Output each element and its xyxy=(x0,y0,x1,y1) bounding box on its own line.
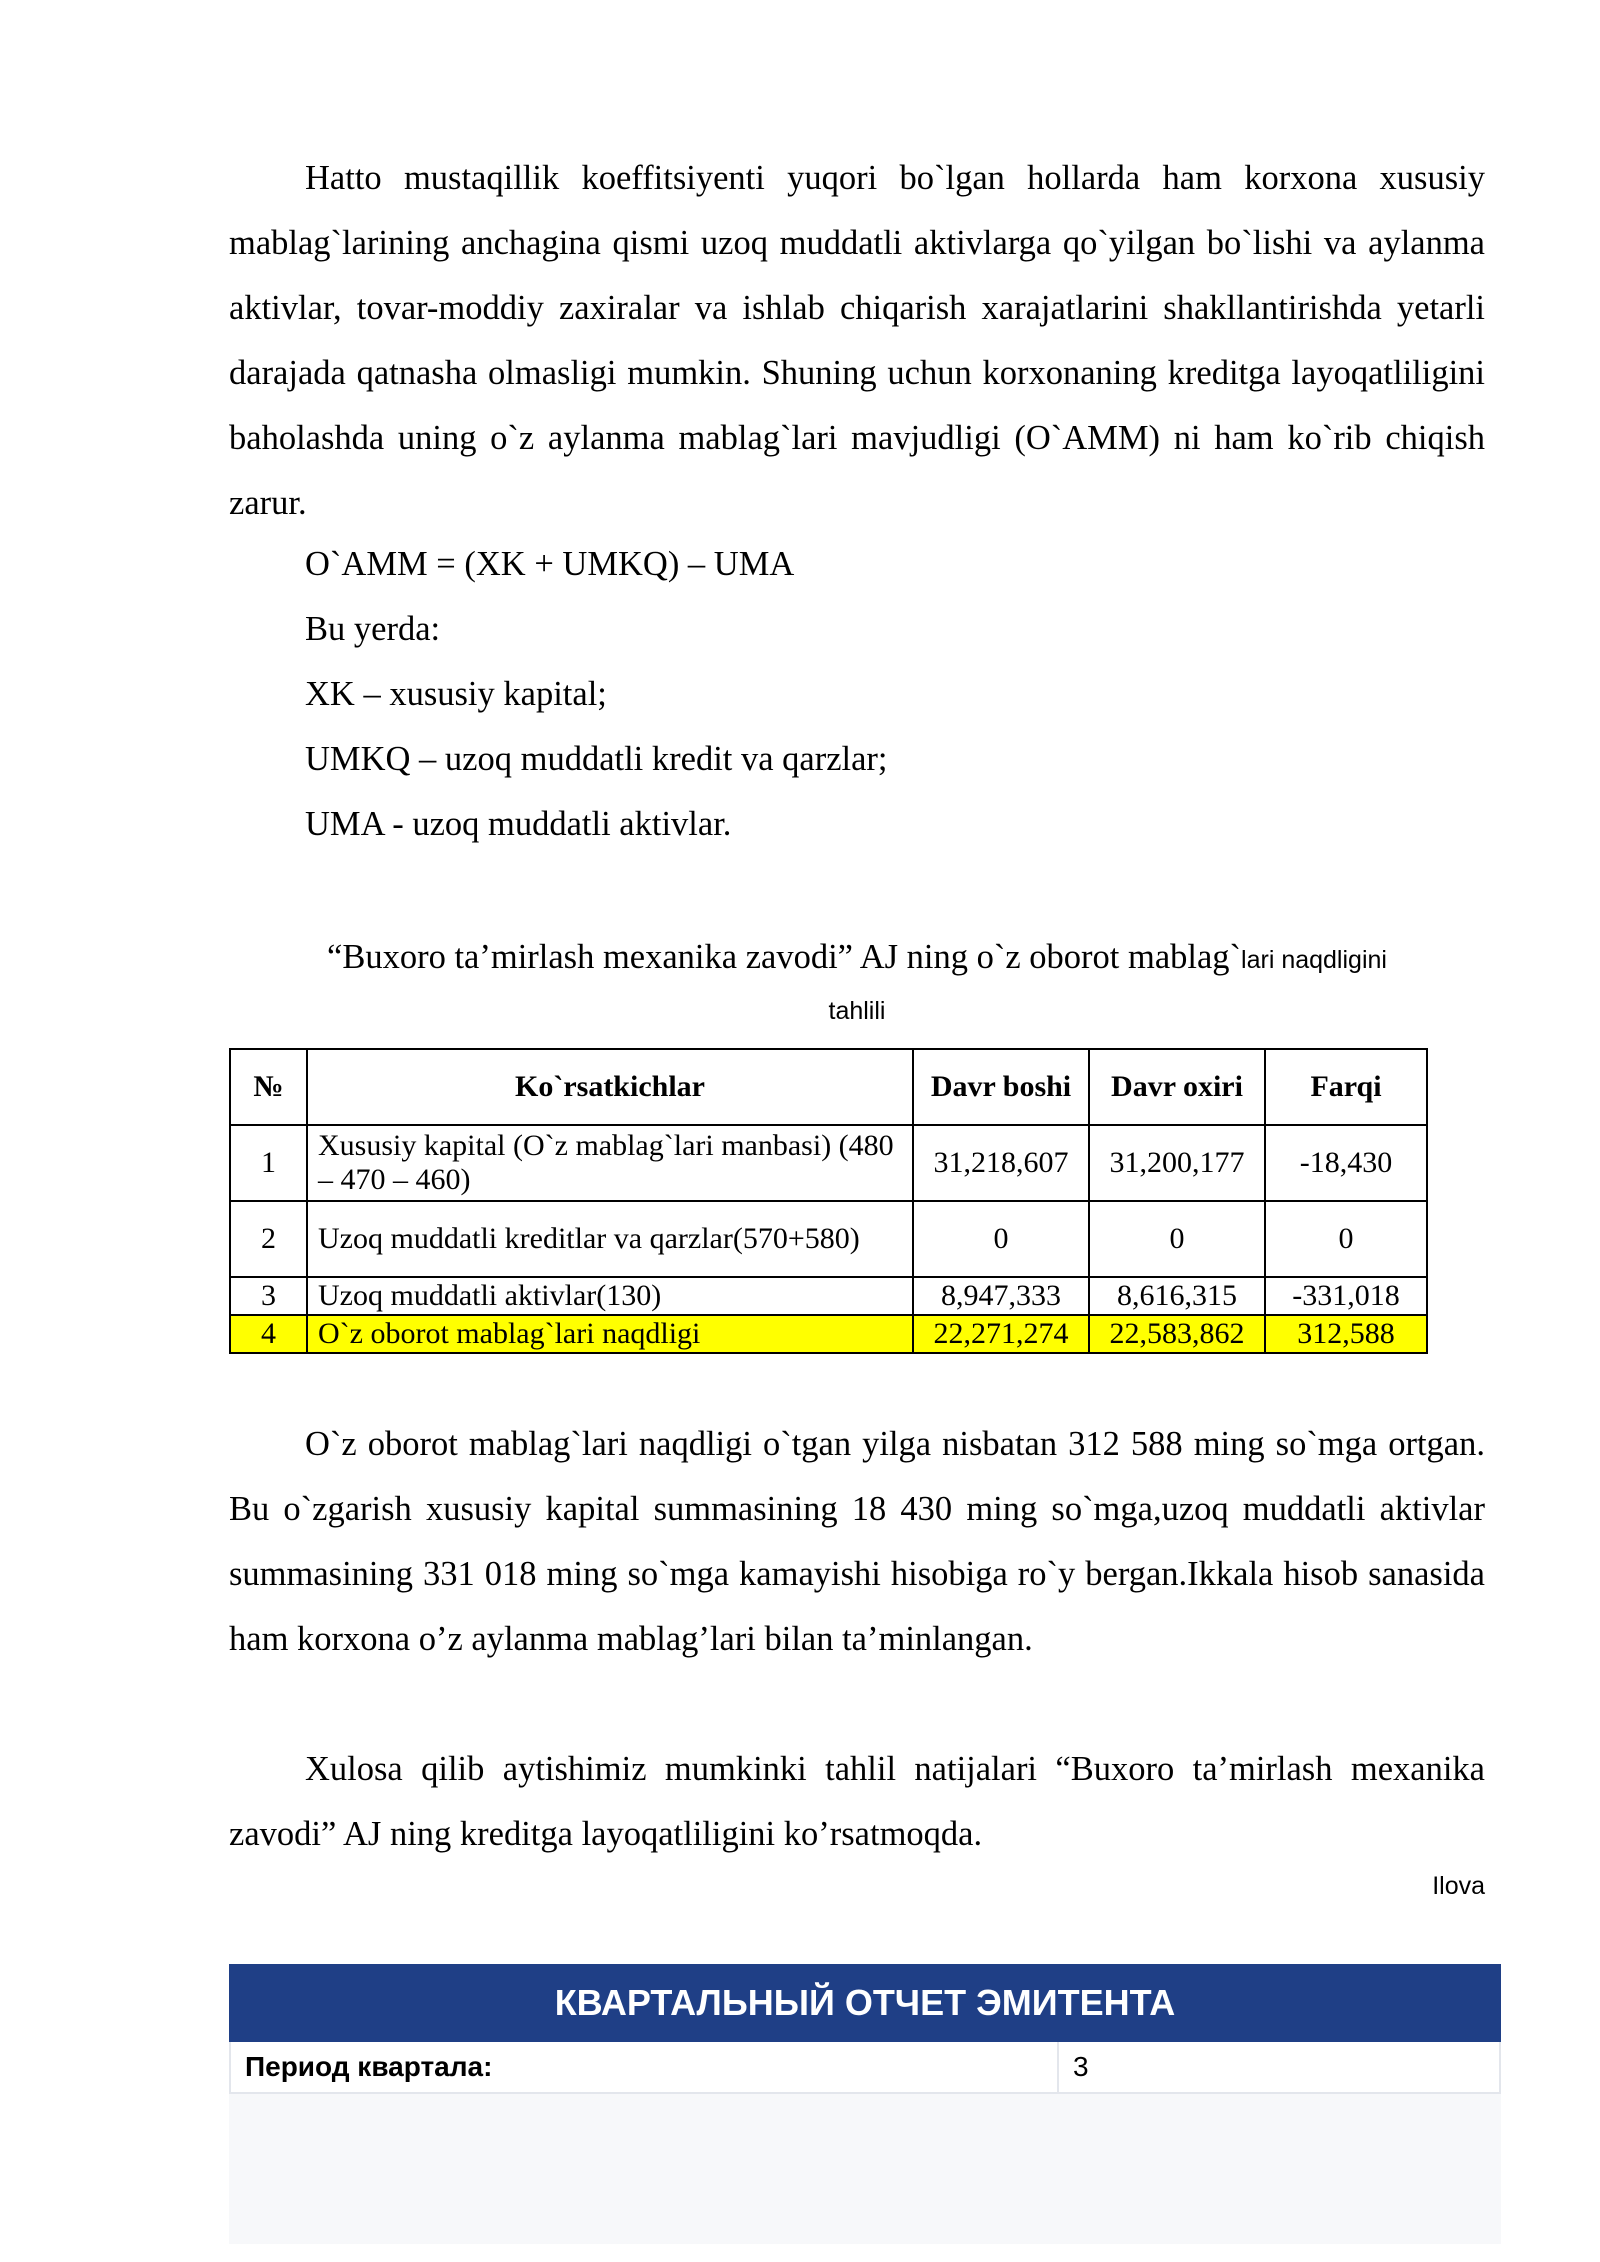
row-diff: 312,588 xyxy=(1265,1315,1427,1353)
analysis-paragraph: O`z oborot mablag`lari naqdligi o`tgan yilga nisbatan 312 588 ming so`mga ortgan. Bu o`zgarish xususiy kapital summasining 18 430 ming so`mga,uzoq muddatli aktivlar summasining 331 018 ming so`mga kamayishi hisobiga ro`y bergan.Ikkala hisob sanasida ham korxona o’z aylanma mablag’lari bilan ta’minlangan. xyxy=(229,1425,1485,1658)
table-caption xyxy=(229,937,1485,980)
table-row xyxy=(230,1125,1427,1201)
report-body xyxy=(229,2094,1501,2244)
row-end: 0 xyxy=(1089,1201,1265,1277)
row-no: 3 xyxy=(230,1277,307,1315)
row-start: 0 xyxy=(913,1201,1089,1277)
intro-paragraph: Hatto mustaqillik koeffitsiyenti yuqori bo`lgan hollarda ham korxona xususiy mablag`larining anchagina qismi uzoq muddatli aktivlarga qo`yilgan bo`lishi va aylanma aktivlar, tovar-moddiy zaxiralar va ishlab chiqarish xarajatlarini shakllantirishda yetarli darajada qatnasha olmasligi mumkin. Shuning uchun korxonaning kreditga layoqatliligini baholashda uning o`z aylanma mablag`lari mavjudligi (O`AMM) ni ham ko`rib chiqish zarur. xyxy=(229,159,1485,522)
table-row-highlighted xyxy=(230,1315,1427,1353)
table-caption-line2: tahlili xyxy=(828,997,886,1025)
row-start: 31,218,607 xyxy=(913,1125,1089,1201)
header-no: № xyxy=(230,1049,307,1125)
header-diff: Farqi xyxy=(1265,1049,1427,1125)
ilova-label: Ilova xyxy=(1432,1872,1485,1900)
table-header-row xyxy=(230,1049,1427,1125)
header-end: Davr oxiri xyxy=(1089,1049,1265,1125)
row-name: Xususiy kapital (O`z mablag`lari manbasi) (480 – 470 – 460) xyxy=(307,1125,913,1201)
row-no: 1 xyxy=(230,1125,307,1201)
row-no: 4 xyxy=(230,1315,307,1353)
table-caption-main: “Buxoro ta’mirlash mexanika zavodi” AJ ning o`z oborot mablag` xyxy=(327,938,1242,976)
row-start: 22,271,274 xyxy=(913,1315,1089,1353)
definition-uma: UMA - uzoq muddatli aktivlar. xyxy=(305,805,732,843)
table-row xyxy=(230,1201,1427,1277)
report-period-row xyxy=(229,2042,1501,2094)
row-end: 22,583,862 xyxy=(1089,1315,1265,1353)
row-diff: 0 xyxy=(1265,1201,1427,1277)
row-end: 31,200,177 xyxy=(1089,1125,1265,1201)
row-diff: -331,018 xyxy=(1265,1277,1427,1315)
formula: O`AMM = (XK + UMKQ) – UMA xyxy=(305,545,795,583)
row-name: O`z oborot mablag`lari naqdligi xyxy=(307,1315,913,1353)
report-title: КВАРТАЛЬНЫЙ ОТЧЕТ ЭМИТЕНТА xyxy=(229,1964,1501,2042)
where-label: Bu yerda: xyxy=(305,610,441,648)
row-name: Uzoq muddatli aktivlar(130) xyxy=(307,1277,913,1315)
definition-xk: XK – xususiy kapital; xyxy=(305,675,607,713)
conclusion-paragraph: Xulosa qilib aytishimiz mumkinki tahlil natijalari “Buxoro ta’mirlash mexanika zavodi” AJ ning kreditga layoqatliligini ko’rsatmoqda. xyxy=(229,1750,1485,1853)
period-value: 3 xyxy=(1073,2051,1089,2082)
table-caption-tail: lari naqdligini xyxy=(1241,946,1387,974)
row-start: 8,947,333 xyxy=(913,1277,1089,1315)
period-label: Период квартала: xyxy=(231,2042,1059,2092)
header-start: Davr boshi xyxy=(913,1049,1089,1125)
issuer-report xyxy=(229,1964,1501,2244)
analysis-table xyxy=(229,1048,1428,1354)
header-indicators: Ko`rsatkichlar xyxy=(307,1049,913,1125)
definition-umkq: UMKQ – uzoq muddatli kredit va qarzlar; xyxy=(305,740,888,778)
row-name: Uzoq muddatli kreditlar va qarzlar(570+580) xyxy=(307,1201,913,1277)
row-no: 2 xyxy=(230,1201,307,1277)
row-diff: -18,430 xyxy=(1265,1125,1427,1201)
table-row xyxy=(230,1277,1427,1315)
row-end: 8,616,315 xyxy=(1089,1277,1265,1315)
